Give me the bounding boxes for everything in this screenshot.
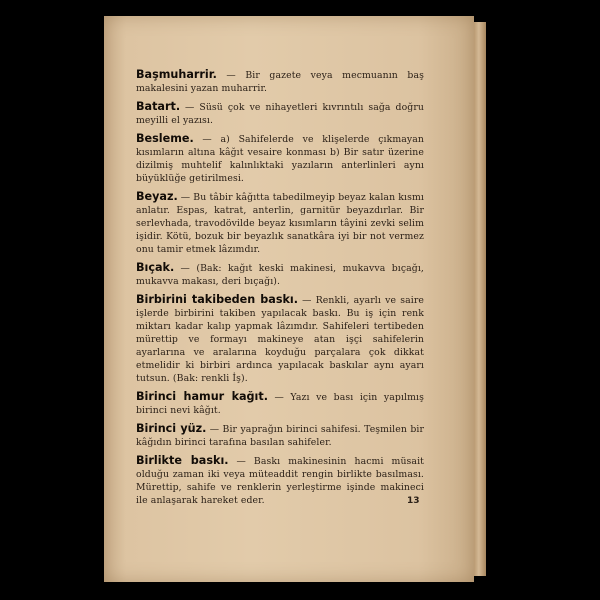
entry-definition: — Yazı ve bası için yapılmış birinci nevi kâğıt. bbox=[136, 392, 424, 416]
dictionary-entry bbox=[136, 68, 424, 95]
entry-term: Batart. bbox=[136, 100, 181, 113]
dictionary-entry bbox=[136, 190, 424, 256]
entry-term: Birinci yüz. bbox=[136, 422, 207, 435]
entry-definition: — Süsü çok ve nihayetleri kıvrıntılı sağa doğru meyilli el yazısı. bbox=[136, 102, 424, 126]
entry-definition: — Renkli, ayarlı ve saire işlerde birbirini takiben yapılacak baskı. Bu iş için renk miktarı kadar kalıp yapmak lâzımdır. Sahifeleri tertibeden mürettip ve formayı makineye atan işçi sahifelerin ayarlarına ve aralarına koyduğu parçalara çok dikkat etmelidir ki birbiri ardınca yapılacak baskılar aynı ayarı tutsun. (Bak: renkli İş). bbox=[136, 295, 425, 384]
entry-definition: — a) Sahifelerde ve klişelerde çıkmayan kısımların altına kâğıt vesaire konması b) Bir satır üzerine dizilmiş muhtelif kalınlıktaki yazıların anterlinleri aynı büyüklüğe getirilmesi. bbox=[136, 134, 424, 184]
dictionary-entries bbox=[136, 68, 424, 512]
entry-term: Bıçak. bbox=[136, 261, 175, 274]
entry-definition: — Bir gazete veya mecmuanın baş makalesini yazan muharrir. bbox=[136, 70, 424, 94]
entry-definition: — Baskı makinesinin hacmi müsait olduğu zaman iki veya müteaddit rengin birlikte basılması. Mürettip, sahife ve renklerin yerleştirme işinde makineci ile anlaşarak hareket eder. bbox=[136, 456, 424, 506]
entry-definition: — (Bak: kağıt keski makinesi, mukavva bıçağı, mukavva makası, deri bıçağı). bbox=[136, 263, 424, 287]
dictionary-entry bbox=[136, 132, 424, 185]
entry-term: Başmuharrir. bbox=[136, 68, 217, 81]
entry-term: Birbirini takibeden baskı. bbox=[136, 293, 299, 306]
entry-definition: — Bu tâbir kâğıtta tabedilmeyip beyaz kalan kısmı anlatır. Espas, katrat, anterlin, garnitür beyazdırlar. Bir serlevhada, travodövilde beyaz kısımların tâyini zevki selim işidir. Kötü, bozuk bir beyazlık sanatkâra iyi bir not vermez onu tamir etmek lâzımdır. bbox=[136, 192, 424, 255]
entry-term: Birlikte baskı. bbox=[136, 454, 229, 467]
dictionary-entry bbox=[136, 293, 424, 385]
page-number: 13 bbox=[407, 496, 420, 506]
entry-definition: — Bir yaprağın birinci sahifesi. Teşmilen bir kâğıdın birinci tarafına basılan sahifeler. bbox=[136, 424, 424, 448]
dictionary-entry bbox=[136, 100, 424, 127]
entry-term: Beyaz. bbox=[136, 190, 178, 203]
dictionary-entry bbox=[136, 454, 424, 507]
entry-term: Besleme. bbox=[136, 132, 194, 145]
dictionary-entry bbox=[136, 261, 424, 288]
entry-term: Birinci hamur kağıt. bbox=[136, 390, 268, 403]
dictionary-entry bbox=[136, 390, 424, 417]
page-edge bbox=[474, 22, 486, 576]
dictionary-entry bbox=[136, 422, 424, 449]
